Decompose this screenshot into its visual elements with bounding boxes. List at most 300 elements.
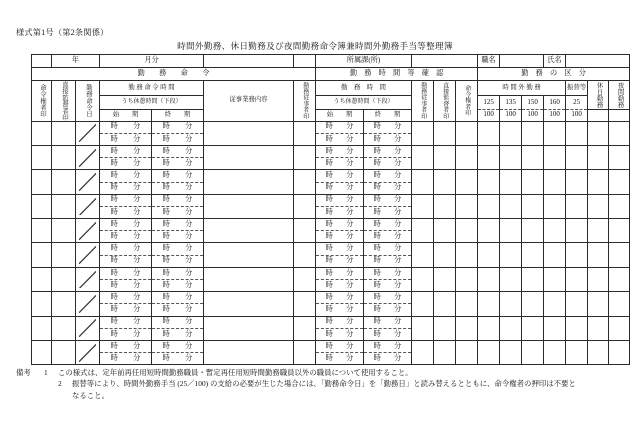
cell-work-start-8[interactable] — [316, 316, 364, 328]
cell-work-start-1[interactable] — [316, 145, 364, 157]
cell-work-start-0[interactable] — [316, 121, 364, 133]
cell-work-end-4-minute-unit: 分 — [394, 219, 402, 228]
cell-rate-1-row-4[interactable] — [500, 219, 522, 243]
cell-rate-1-row-9[interactable] — [500, 340, 522, 364]
cell-work-start-break-3[interactable] — [316, 206, 364, 218]
cell-order-authority-seal-4[interactable] — [32, 219, 52, 243]
cell-order-start-break-3[interactable] — [100, 206, 152, 218]
cell-order-end-break-1[interactable] — [152, 158, 204, 170]
cell-direct-supervisor-seal-1[interactable] — [52, 145, 76, 169]
cell-work-end-8[interactable] — [364, 316, 412, 328]
cell-direct-supervisor-seal-3[interactable] — [52, 194, 76, 218]
cell-duty-person-seal-right-3[interactable] — [412, 194, 434, 218]
cell-order-end-8[interactable] — [152, 316, 204, 328]
cell-work-end-break-8[interactable] — [364, 328, 412, 340]
cell-order-authority-seal-0[interactable] — [32, 121, 52, 145]
cell-duty-content-8[interactable] — [204, 316, 294, 340]
cell-order-end-break-0[interactable] — [152, 133, 204, 145]
cell-order-end-1[interactable] — [152, 145, 204, 157]
cell-duty-content-1[interactable] — [204, 145, 294, 169]
cell-duty-content-5[interactable] — [204, 243, 294, 267]
cell-confirm-authority-seal-7[interactable] — [456, 292, 478, 316]
cell-rate-0-row-7[interactable] — [478, 292, 500, 316]
cell-work-end-break-2-minute-unit: 分 — [394, 183, 402, 192]
cell-order-start-break-5[interactable] — [100, 255, 152, 267]
cell-rate-2-row-3[interactable] — [522, 194, 544, 218]
cell-rate-1-row-8[interactable] — [500, 316, 522, 340]
cell-holiday-work-8[interactable] — [588, 316, 609, 340]
cell-direct-supervisor-seal-2[interactable] — [52, 170, 76, 194]
cell-rate-1-row-2[interactable] — [500, 170, 522, 194]
col-direct-supervisor-seal-2-label: 直接監督者印 — [441, 82, 448, 120]
cell-work-end-6-minute-unit: 分 — [394, 268, 402, 277]
cell-work-end-2[interactable] — [364, 170, 412, 182]
cell-rate-4-row-5[interactable] — [566, 243, 588, 267]
cell-order-start-break-1[interactable] — [100, 158, 152, 170]
cell-night-work-8[interactable] — [609, 316, 630, 340]
cell-work-end-break-5[interactable] — [364, 255, 412, 267]
cell-direct-supervisor-seal-2-5[interactable] — [434, 243, 456, 267]
cell-work-start-break-6[interactable] — [316, 280, 364, 292]
cell-order-authority-seal-5[interactable] — [32, 243, 52, 267]
cell-duty-content-2[interactable] — [204, 170, 294, 194]
cell-work-order-date-0[interactable] — [76, 121, 100, 145]
column-header-row-1 — [32, 81, 630, 96]
cell-order-start-3[interactable] — [100, 194, 152, 206]
cell-rate-3-row-0[interactable] — [544, 121, 566, 145]
cell-night-work-9[interactable] — [609, 340, 630, 364]
cell-direct-supervisor-seal-2-8[interactable] — [434, 316, 456, 340]
cell-rate-4-row-0[interactable] — [566, 121, 588, 145]
cell-order-end-break-9-hour-unit: 時 — [162, 353, 170, 362]
cell-holiday-work-0[interactable] — [588, 121, 609, 145]
cell-order-end-break-2[interactable] — [152, 182, 204, 194]
cell-order-end-1-hour-unit: 時 — [162, 146, 170, 155]
cell-work-start-6[interactable] — [316, 267, 364, 279]
cell-order-end-6[interactable] — [152, 267, 204, 279]
cell-work-order-date-2[interactable] — [76, 170, 100, 194]
cell-work-end-7[interactable] — [364, 292, 412, 304]
col-direct-supervisor-seal — [52, 81, 76, 122]
cell-work-end-break-4-minute-unit: 分 — [394, 232, 402, 240]
cell-order-end-break-7[interactable] — [152, 304, 204, 316]
cell-order-start-break-1-hour-unit: 時 — [110, 158, 118, 167]
cell-order-end-break-2-hour-unit: 時 — [162, 183, 170, 192]
cell-duty-person-seal-right-5[interactable] — [412, 243, 434, 267]
cell-work-end-6[interactable] — [364, 267, 412, 279]
cell-direct-supervisor-seal-2-0[interactable] — [434, 121, 456, 145]
cell-order-start-9[interactable] — [100, 340, 152, 352]
cell-work-end-9[interactable] — [364, 340, 412, 352]
cell-duty-person-seal-left-9[interactable] — [294, 340, 316, 364]
cell-holiday-work-2[interactable] — [588, 170, 609, 194]
holiday-work-spacer — [588, 109, 609, 121]
cell-duty-content-4[interactable] — [204, 219, 294, 243]
cell-rate-1-row-5[interactable] — [500, 243, 522, 267]
date-slash-icon — [79, 271, 96, 289]
cell-order-start-break-5-minute-unit: 分 — [133, 256, 141, 265]
cell-duty-person-seal-right-8[interactable] — [412, 316, 434, 340]
cell-order-authority-seal-9[interactable] — [32, 340, 52, 364]
cell-confirm-authority-seal-5[interactable] — [456, 243, 478, 267]
cell-work-start-5-hour-unit: 時 — [325, 244, 333, 253]
department-value-cell[interactable] — [412, 55, 478, 68]
cell-order-authority-seal-6[interactable] — [32, 267, 52, 291]
cell-order-end-2[interactable] — [152, 170, 204, 182]
cell-direct-supervisor-seal-8[interactable] — [52, 316, 76, 340]
cell-work-order-date-4[interactable] — [76, 219, 100, 243]
cell-duty-person-seal-left-3[interactable] — [294, 194, 316, 218]
cell-work-start-break-1[interactable] — [316, 158, 364, 170]
cell-rate-3-row-4[interactable] — [544, 219, 566, 243]
cell-rate-2-row-8[interactable] — [522, 316, 544, 340]
cell-rate-2-row-9[interactable] — [522, 340, 544, 364]
cell-direct-supervisor-seal-2-7[interactable] — [434, 292, 456, 316]
job-title-label-cell: 職名 — [478, 55, 500, 68]
cell-work-end-5[interactable] — [364, 243, 412, 255]
cell-order-start-7[interactable] — [100, 292, 152, 304]
cell-order-end-8-minute-unit: 分 — [185, 317, 193, 326]
cell-work-order-date-3[interactable] — [76, 194, 100, 218]
cell-order-end-break-8[interactable] — [152, 328, 204, 340]
cell-work-end-break-1[interactable] — [364, 158, 412, 170]
cell-work-end-6-hour-unit: 時 — [373, 268, 381, 277]
cell-rate-2-row-1[interactable] — [522, 145, 544, 169]
cell-work-end-0[interactable] — [364, 121, 412, 133]
cell-work-order-date-5[interactable] — [76, 243, 100, 267]
cell-order-end-break-4-hour-unit: 時 — [162, 232, 170, 240]
cell-order-start-5[interactable] — [100, 243, 152, 255]
date-slash-icon — [79, 344, 96, 362]
cell-duty-content-3[interactable] — [204, 194, 294, 218]
cell-order-start-4[interactable] — [100, 219, 152, 231]
cell-direct-supervisor-seal-2-6[interactable] — [434, 267, 456, 291]
col-overtime-group: 時 間 外 勤 務 — [478, 81, 566, 96]
cell-rate-0-row-1[interactable] — [478, 145, 500, 169]
cell-order-authority-seal-1[interactable] — [32, 145, 52, 169]
cell-rate-0-row-2[interactable] — [478, 170, 500, 194]
cell-work-start-1-minute-unit: 分 — [346, 146, 354, 155]
cell-rate-0-row-3[interactable] — [478, 194, 500, 218]
cell-confirm-authority-seal-0[interactable] — [456, 121, 478, 145]
date-slash-icon — [79, 222, 96, 240]
cell-duty-person-seal-left-2[interactable] — [294, 170, 316, 194]
cell-order-start-break-9[interactable] — [100, 353, 152, 365]
cell-rate-3-row-3[interactable] — [544, 194, 566, 218]
cell-night-work-2[interactable] — [609, 170, 630, 194]
cell-rate-1-row-3[interactable] — [500, 194, 522, 218]
cell-rate-2-row-0[interactable] — [522, 121, 544, 145]
cell-rate-4-row-6[interactable] — [566, 267, 588, 291]
cell-rate-1-row-0[interactable] — [500, 121, 522, 145]
cell-work-end-break-2[interactable] — [364, 182, 412, 194]
cell-order-start-4-hour-unit: 時 — [110, 219, 118, 228]
cell-confirm-authority-seal-1[interactable] — [456, 145, 478, 169]
cell-order-end-0-minute-unit: 分 — [185, 122, 193, 131]
rate-numerator-1: 135 — [500, 96, 522, 110]
cell-work-start-8-hour-unit: 時 — [325, 317, 333, 326]
table-row — [32, 267, 630, 279]
cell-rate-2-row-2[interactable] — [522, 170, 544, 194]
cell-work-start-break-3-minute-unit: 分 — [346, 207, 354, 216]
cell-order-end-break-4[interactable] — [152, 231, 204, 243]
cell-work-end-4[interactable] — [364, 219, 412, 231]
cell-duty-person-seal-right-9[interactable] — [412, 340, 434, 364]
cell-order-end-7-minute-unit: 分 — [185, 292, 193, 301]
table-row — [32, 194, 630, 206]
cell-order-end-0[interactable] — [152, 121, 204, 133]
cell-order-end-4[interactable] — [152, 219, 204, 231]
cell-rate-4-row-9[interactable] — [566, 340, 588, 364]
cell-confirm-authority-seal-8[interactable] — [456, 316, 478, 340]
cell-night-work-3[interactable] — [609, 194, 630, 218]
cell-order-end-break-8-hour-unit: 時 — [162, 329, 170, 338]
cell-work-start-break-9[interactable] — [316, 353, 364, 365]
cell-holiday-work-9[interactable] — [588, 340, 609, 364]
cell-duty-person-seal-right-2[interactable] — [412, 170, 434, 194]
cell-direct-supervisor-seal-9[interactable] — [52, 340, 76, 364]
cell-order-start-7-minute-unit: 分 — [133, 292, 141, 301]
rate-numerator-2: 150 — [522, 96, 544, 110]
cell-work-start-4-hour-unit: 時 — [325, 219, 333, 228]
cell-work-end-break-0[interactable] — [364, 133, 412, 145]
cell-order-end-break-6[interactable] — [152, 280, 204, 292]
group-work-order: 勤 務 命 令 — [32, 68, 316, 81]
cell-confirm-authority-seal-9[interactable] — [456, 340, 478, 364]
cell-direct-supervisor-seal-2-3[interactable] — [434, 194, 456, 218]
remarks-item-1-text: この様式は、定年前再任用短時間勤務職員・暫定再任用短時間勤務職員以外の職員について使用すること。 — [58, 368, 413, 377]
job-title-value-cell[interactable] — [500, 55, 544, 68]
cell-order-end-9[interactable] — [152, 340, 204, 352]
cell-order-authority-seal-3[interactable] — [32, 194, 52, 218]
cell-order-start-break-6-hour-unit: 時 — [110, 280, 118, 289]
cell-rate-0-row-5[interactable] — [478, 243, 500, 267]
group-work-time-confirm: 勤 務 時 間 等 確 認 — [316, 68, 478, 81]
cell-rate-2-row-6[interactable] — [522, 267, 544, 291]
cell-order-start-0[interactable] — [100, 121, 152, 133]
cell-confirm-authority-seal-2[interactable] — [456, 170, 478, 194]
cell-duty-person-seal-left-7[interactable] — [294, 292, 316, 316]
cell-rate-3-row-8[interactable] — [544, 316, 566, 340]
cell-order-start-break-4-hour-unit: 時 — [110, 232, 118, 240]
cell-work-start-3-minute-unit: 分 — [346, 195, 354, 204]
cell-order-end-break-8-minute-unit: 分 — [185, 329, 193, 338]
cell-rate-3-row-9[interactable] — [544, 340, 566, 364]
cell-order-end-break-3[interactable] — [152, 206, 204, 218]
cell-order-start-break-2[interactable] — [100, 182, 152, 194]
cell-order-start-break-6[interactable] — [100, 280, 152, 292]
cell-work-start-6-hour-unit: 時 — [325, 268, 333, 277]
cell-rate-2-row-5[interactable] — [522, 243, 544, 267]
cell-duty-person-seal-right-6[interactable] — [412, 267, 434, 291]
cell-rate-4-row-3[interactable] — [566, 194, 588, 218]
cell-work-end-break-6[interactable] — [364, 280, 412, 292]
cell-night-work-4[interactable] — [609, 219, 630, 243]
col-order-authority-seal — [32, 81, 52, 122]
name-value-cell[interactable] — [566, 55, 630, 68]
cell-holiday-work-6[interactable] — [588, 267, 609, 291]
cell-rate-2-row-7[interactable] — [522, 292, 544, 316]
cell-work-end-break-9-hour-unit: 時 — [373, 353, 381, 362]
col-start-right: 始 期 — [316, 109, 364, 121]
cell-order-start-6-hour-unit: 時 — [110, 268, 118, 277]
cell-work-end-5-minute-unit: 分 — [394, 244, 402, 253]
cell-work-order-date-9[interactable] — [76, 340, 100, 364]
cell-holiday-work-1[interactable] — [588, 145, 609, 169]
cell-direct-supervisor-seal-2-4[interactable] — [434, 219, 456, 243]
cell-duty-person-seal-left-1[interactable] — [294, 145, 316, 169]
cell-work-end-break-3[interactable] — [364, 206, 412, 218]
cell-work-start-break-4[interactable] — [316, 231, 364, 243]
cell-order-start-break-7[interactable] — [100, 304, 152, 316]
cell-order-start-break-8-minute-unit: 分 — [133, 329, 141, 338]
cell-rate-1-row-1[interactable] — [500, 145, 522, 169]
cell-order-start-8[interactable] — [100, 316, 152, 328]
cell-duty-person-seal-left-4[interactable] — [294, 219, 316, 243]
cell-work-end-break-4[interactable] — [364, 231, 412, 243]
cell-rate-4-row-7[interactable] — [566, 292, 588, 316]
cell-direct-supervisor-seal-5[interactable] — [52, 243, 76, 267]
cell-work-start-break-0[interactable] — [316, 133, 364, 145]
cell-work-start-break-8[interactable] — [316, 328, 364, 340]
cell-duty-person-seal-left-5[interactable] — [294, 243, 316, 267]
cell-order-end-5[interactable] — [152, 243, 204, 255]
cell-duty-person-seal-left-8[interactable] — [294, 316, 316, 340]
column-header-row-2 — [32, 96, 630, 110]
cell-work-end-3[interactable] — [364, 194, 412, 206]
cell-work-end-break-2-hour-unit: 時 — [373, 183, 381, 192]
cell-work-start-break-7[interactable] — [316, 304, 364, 316]
cell-rate-3-row-1[interactable] — [544, 145, 566, 169]
cell-order-start-break-0[interactable] — [100, 133, 152, 145]
remarks-item-2-num: 2 — [58, 379, 62, 389]
cell-order-start-break-4[interactable] — [100, 231, 152, 243]
cell-holiday-work-4[interactable] — [588, 219, 609, 243]
cell-confirm-authority-seal-3[interactable] — [456, 194, 478, 218]
rate-denominator-4: 100 — [566, 109, 588, 121]
cell-direct-supervisor-seal-4[interactable] — [52, 219, 76, 243]
cell-night-work-0[interactable] — [609, 121, 630, 145]
cell-order-end-7[interactable] — [152, 292, 204, 304]
cell-night-work-6[interactable] — [609, 267, 630, 291]
cell-work-order-date-1[interactable] — [76, 145, 100, 169]
cell-confirm-authority-seal-6[interactable] — [456, 267, 478, 291]
cell-work-start-break-2[interactable] — [316, 182, 364, 194]
cell-duty-person-seal-right-4[interactable] — [412, 219, 434, 243]
cell-work-start-9[interactable] — [316, 340, 364, 352]
cell-confirm-authority-seal-4[interactable] — [456, 219, 478, 243]
cell-order-end-break-9[interactable] — [152, 353, 204, 365]
cell-order-end-break-6-minute-unit: 分 — [185, 280, 193, 289]
cell-order-start-1[interactable] — [100, 145, 152, 157]
cell-rate-3-row-6[interactable] — [544, 267, 566, 291]
cell-work-end-break-9[interactable] — [364, 353, 412, 365]
column-header-row-3 — [32, 109, 630, 121]
cell-duty-person-seal-left-6[interactable] — [294, 267, 316, 291]
cell-night-work-1[interactable] — [609, 145, 630, 169]
cell-order-end-break-5[interactable] — [152, 255, 204, 267]
cell-direct-supervisor-seal-2-1[interactable] — [434, 145, 456, 169]
cell-rate-0-row-4[interactable] — [478, 219, 500, 243]
cell-rate-4-row-8[interactable] — [566, 316, 588, 340]
cell-rate-3-row-5[interactable] — [544, 243, 566, 267]
cell-order-end-break-6-hour-unit: 時 — [162, 280, 170, 289]
cell-order-start-8-minute-unit: 分 — [133, 317, 141, 326]
cell-work-start-3[interactable] — [316, 194, 364, 206]
table-row — [32, 243, 630, 255]
cell-direct-supervisor-seal-7[interactable] — [52, 292, 76, 316]
cell-work-end-8-hour-unit: 時 — [373, 317, 381, 326]
cell-direct-supervisor-seal-6[interactable] — [52, 267, 76, 291]
cell-rate-0-row-6[interactable] — [478, 267, 500, 291]
cell-work-order-date-6[interactable] — [76, 267, 100, 291]
cell-rate-0-row-0[interactable] — [478, 121, 500, 145]
cell-order-end-break-0-minute-unit: 分 — [185, 134, 193, 143]
cell-rate-3-row-2[interactable] — [544, 170, 566, 194]
cell-direct-supervisor-seal-2-2[interactable] — [434, 170, 456, 194]
cell-order-authority-seal-2[interactable] — [32, 170, 52, 194]
cell-duty-content-9[interactable] — [204, 340, 294, 364]
col-end-left: 終 期 — [152, 109, 204, 121]
cell-order-authority-seal-8[interactable] — [32, 316, 52, 340]
cell-work-end-1[interactable] — [364, 145, 412, 157]
cell-work-start-4[interactable] — [316, 219, 364, 231]
cell-duty-content-0[interactable] — [204, 121, 294, 145]
cell-order-end-break-7-hour-unit: 時 — [162, 305, 170, 314]
cell-work-start-7[interactable] — [316, 292, 364, 304]
cell-rate-3-row-7[interactable] — [544, 292, 566, 316]
cell-holiday-work-3[interactable] — [588, 194, 609, 218]
cell-duty-content-6[interactable] — [204, 267, 294, 291]
cell-duty-person-seal-right-1[interactable] — [412, 145, 434, 169]
cell-work-order-date-8[interactable] — [76, 316, 100, 340]
cell-rate-0-row-8[interactable] — [478, 316, 500, 340]
cell-night-work-7[interactable] — [609, 292, 630, 316]
cell-holiday-work-7[interactable] — [588, 292, 609, 316]
cell-duty-person-seal-right-0[interactable] — [412, 121, 434, 145]
cell-rate-1-row-6[interactable] — [500, 267, 522, 291]
cell-work-end-break-7[interactable] — [364, 304, 412, 316]
cell-holiday-work-5[interactable] — [588, 243, 609, 267]
cell-work-start-break-5[interactable] — [316, 255, 364, 267]
cell-work-end-break-5-minute-unit: 分 — [394, 256, 402, 265]
cell-order-end-2-minute-unit: 分 — [185, 171, 193, 180]
cell-rate-4-row-1[interactable] — [566, 145, 588, 169]
cell-order-start-break-2-minute-unit: 分 — [133, 183, 141, 192]
cell-order-start-break-8[interactable] — [100, 328, 152, 340]
cell-order-start-2[interactable] — [100, 170, 152, 182]
cell-work-start-5[interactable] — [316, 243, 364, 255]
cell-order-end-3[interactable] — [152, 194, 204, 206]
cell-direct-supervisor-seal-2-9[interactable] — [434, 340, 456, 364]
cell-duty-person-seal-right-7[interactable] — [412, 292, 434, 316]
cell-duty-person-seal-left-0[interactable] — [294, 121, 316, 145]
cell-rate-1-row-7[interactable] — [500, 292, 522, 316]
cell-duty-content-7[interactable] — [204, 292, 294, 316]
cell-rate-4-row-2[interactable] — [566, 170, 588, 194]
cell-order-start-6[interactable] — [100, 267, 152, 279]
cell-night-work-5[interactable] — [609, 243, 630, 267]
cell-work-start-2[interactable] — [316, 170, 364, 182]
cell-rate-4-row-4[interactable] — [566, 219, 588, 243]
cell-direct-supervisor-seal-0[interactable] — [52, 121, 76, 145]
date-slash-icon — [79, 198, 96, 216]
cell-rate-2-row-4[interactable] — [522, 219, 544, 243]
cell-rate-0-row-9[interactable] — [478, 340, 500, 364]
cell-work-start-break-7-minute-unit: 分 — [346, 305, 354, 314]
cell-order-authority-seal-7[interactable] — [32, 292, 52, 316]
cell-work-order-date-7[interactable] — [76, 292, 100, 316]
